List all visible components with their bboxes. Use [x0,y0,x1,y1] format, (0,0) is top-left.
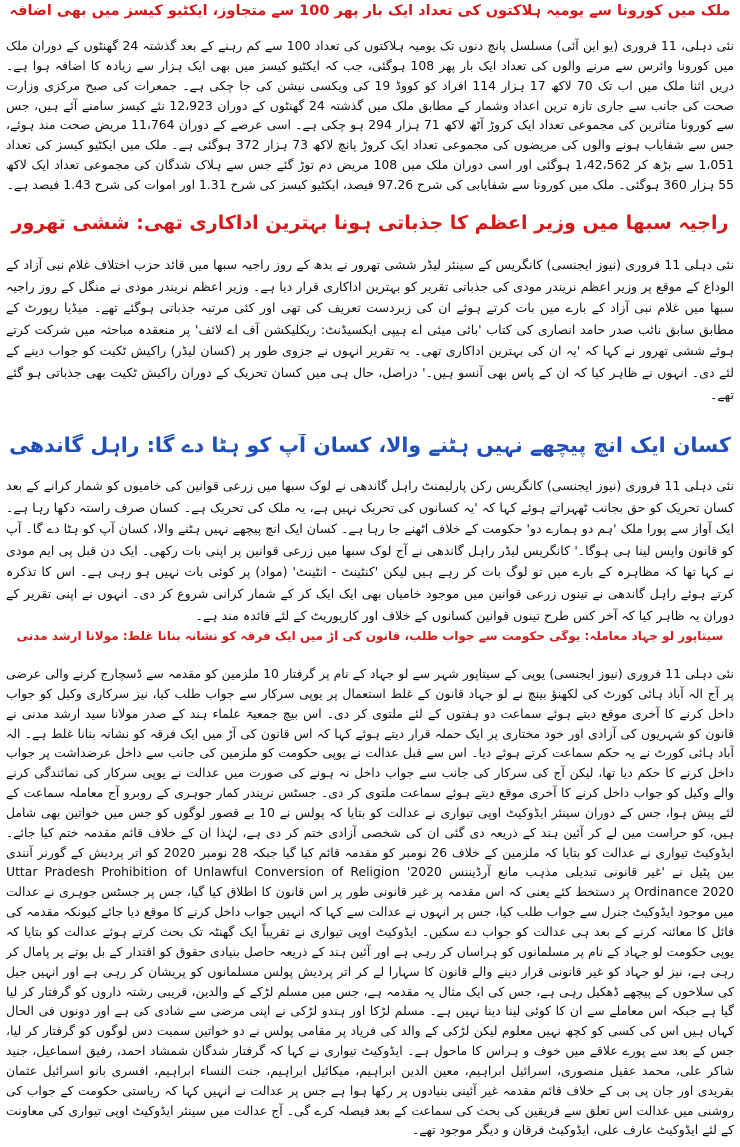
headline-rahul-gandhi: کسان ایک انچ پیچھے نہیں ہٹنے والا، کسان آپ کو ہٹا دے گا: راہل گاندھی [9,434,731,457]
headline-covid-deaths: ملک میں کورونا سے یومیہ ہلاکتوں کی تعداد ایک بار پھر 100 سے متجاوز، ایکٹیو کیسز میں بھی اضافہ [9,3,731,19]
headline-sitapur-love-jihad: سیتاپور لو جہاد معاملہ: یوگی حکومت سے جواب طلب، قانون کی آڑ میں ایک فرقہ کو نشانہ بنانا غلط: مولانا ارشد مدنی [16,630,724,643]
article-rahul-gandhi-body [6,475,734,625]
article-sitapur-love-jihad-body [6,664,734,1144]
headline-tharoor: راجیہ سبھا میں وزیر اعظم کا جذباتی ہونا بہترین اداکاری تھی: ششی تھرور [11,213,729,234]
article-paragraph: نئی دہلی 11 فروری (نیوز ایجنسی) کانگریس رکن پارلیمنٹ راہل گاندھی نے لوک سبھا میں زرعی قوانین کی خامیوں کو شمار کرانے کے بعد کسان تحریک کو حق بجانب ٹھہراتے ہوئے کہا کہ 'یہ کسانوں کی تحریک نہیں ہے، یہ ملک کی تحریک ہے۔ کسان صرف راستہ دکھا رہا ہے۔ ایک آواز سے پورا ملک 'ہم دو ہمارے دو' حکومت کے خلاف اٹھنے جا رہا ہے۔ کسان ایک انچ پیچھے نہیں ہٹنے والا، کسان آپ کو ہٹا دے گا۔ آپ کو قانون واپس لینا ہی ہوگا۔' کانگریس لیڈر راہل گاندھی نے آج لوک سبھا میں زرعی قوانین پر اپنی بات رکھی۔ ایک دن قبل پی ایم مودی نے کہا تھا کہ مظاہرہ کے بارے میں تو لوگ بات کر رہے ہیں لیکن 'کنٹینٹ - انٹینٹ' (مواد) پر کوئی بات نہیں ہو رہی ہے۔ اس کا تذکرہ کرتے ہوئے راہل گاندھی نے تینوں زرعی قوانین میں موجود خامیاں بھی ایک ایک کر کے شمار کرانی شروع کر دی۔ انہوں نے اپنی تقریر کے دوران یہ ظاہر کیا کہ آخر کس طرح تینوں قوانین کسانوں کے خلاف اور کارپوریٹ کے لئے فائدہ مند ہے۔ [6,478,734,623]
article-covid-deaths-body [6,36,734,206]
article-paragraph: نئی دہلی 11 فروری (نیوز ایجنسی) کانگریس کے سینئر لیڈر ششی تھرور نے بدھ کے روز راجیہ سبھا میں قائد حزب اختلاف غلام نبی آزاد کے الوداع کے موقع پر وزیر اعظم نریندر مودی کی جذباتی تقریر کو بہترین اداکاری قرار دیا ہے۔ وزیر اعظم نریندر مودی نے منگل کے روز راجیہ سبھا میں غلام نبی آزاد کے بارے میں بات کرتے ہوئے ان کی زبردست تعریف کی تھی اور کئی مرتبہ جذباتی ہوگئے تھے۔ میڈیا رپورٹ کے مطابق سابق نائب صدر حامد انصاری کی کتاب 'بائی میئی اے ہیپی ایکسیڈنٹ: ریکلیکشن آف اے لائف' پر منعقدہ مباحثہ میں شرکت کرتے ہوئے ششی تھرور نے کہا کہ 'یہ ان کی بہترین اداکاری تھی۔ یہ تقریر انہوں نے جزوی طور پر (کسان لیڈر) راکیش ٹکیت کو جواب دینے کے لئے دی۔ انہوں نے ظاہر کیا کہ ان کے پاس بھی آنسو ہیں۔' دراصل، حال ہی میں کسان تحریک کے دوران راکیش ٹکیت بھی جذباتی ہو گئے تھے۔ [6,257,734,402]
article-paragraph: نئی دہلی، 11 فروری (یو این آئی) مسلسل پانچ دنوں تک یومیہ ہلاکتوں کی تعداد 100 سے کم رہنے کے بعد گذشتہ 24 گھنٹوں کے دوران ملک میں کورونا وائرس سے مرنے والوں کی تعداد ایک بار پھر 108 ہوگئی، جب کہ ایکٹیو کیسز میں بھی ایک ہزار سے زیادہ کا اضافہ ہوا ہے۔ دریں اثنا ملک میں اب تک 70 لاکھ 17 ہزار 114 افراد کو کووڈ 19 کی ویکسی نیشن کی جا چکی ہے۔ جمعرات کی صبح مرکزی وزارت صحت کی جانب سے جاری تازہ ترین اعداد وشمار کے مطابق ملک میں گذشتہ 24 گھنٹوں کے دوران 12،923 نئے کیسز سامنے آئے ہیں، جس سے کورونا متاثرین کی مجموعی تعداد ایک کروڑ آٹھ لاکھ 71 ہزار 294 ہو چکی ہے۔ اسی عرصے کے دوران 11،764 مریض صحت مند ہوئے، جس سے شفایاب ہونے والوں کی مریضوں کی مجموعی تعداد ایک کروڑ پانچ لاکھ 73 ہزار 372 ہوگئی ہے۔ ملک میں ایکٹیو کیسز کی تعداد 1،051 سے بڑھ کر 1،42،562 ہوگئی اور اسی دوران ملک میں 108 مریض دم توڑ گئے جس سے ہلاک شدگان کی مجموعی تعداد ایک لاکھ 55 ہزار 360 ہوگئی۔ ملک میں کورونا سے شفایابی کی شرح 97.26 فیصد، ایکٹیو کیسز کی شرح 1.31 اور اموات کی شرح 1.43 فیصد ہے۔ [6,38,734,192]
article-tharoor-body [6,254,734,426]
article-paragraph: نئی دہلی 11 فروری (نیوز ایجنسی) یوپی کے سیتاپور شہر سے لو جہاد کے نام پر گرفتار 10 ملزمین کو مقدمہ سے ڈسچارج کرنے والی عرضی پر آج الہ آباد ہائی کورٹ کی لکھنؤ بینچ نے لو جہاد قانون کے غلط استعمال پر یوپی سرکار سے جواب طلب کیا، نیز سرکاری وکیل کو جواب داخل کرنے کا آخری موقع دیتے ہوئے سماعت دو ہفتوں کے لئے ملتوی کر دی۔ اس بیچ جمعیۃ علماء ہند کے صدر مولانا سید ارشد مدنی نے قانون کو شہریوں کی آزادی اور خود مختاری پر ایک حملہ قرار دیتے ہوئے کہا کہ اس قانون کی آڑ میں ایک فرقہ کو نشانہ بنانا غلط ہے۔ الہ آباد ہائی کورٹ نے یہ حکم سماعت کرتے ہوئے دیا۔ اس سے قبل عدالت نے یوپی حکومت کو ملزمین کی جانب سے داخل عرضداشت پر جواب داخل کرنے کا حکم دیا تھا، لیکن آج کی سرکار کی جانب سے جواب داخل نہ ہونے کی صورت میں عدالت نے یوپی سرکار کی نمائندگی کرنے والے وکیل کو جواب داخل کرنے کا آخری موقع دیتے ہوئے سماعت ملتوی کر دی۔ جسٹس نریندر کمار جوہری کے روبرو آج معاملہ سماعت کے لئے پیش ہوا، جس کے دوران سینئر ایڈوکیٹ اوپی تیواری نے عدالت کو بتایا کہ پولس نے 10 بے قصور لوگوں کو جس میں خواتین بھی شامل ہیں، کو حراست میں لے کر آئین ہند کے ذریعہ دی گئی ان کی شخصی آزادی ختم کر دی ہے، لہٰذا ان کے خلاف قائم مقدمہ ختم کیا جائے۔ ایڈوکیٹ تیواری نے عدالت کو بتایا کہ ملزمین کے خلاف 26 نومبر کو مقدمہ قائم کیا گیا جبکہ 28 نومبر 2020 کو اتر پردیش کے گورنر آنندی بین پٹیل نے 'غیر قانونی تبدیلی مذہب مانع آرڈیننس 2020' Uttar Pradesh Prohibition of Unlawful Conversion of Religion Ordinance 2020 پر دستخط کئے یعنی کہ اس مقدمہ پر غیر قانونی طور پر اس قانون کا اطلاق کیا گیا، جس پر جسٹس جوہری نے عدالت میں موجود ایڈوکیٹ جنرل سے جواب طلب کیا، جس پر انہوں نے عدالت سے کہا کہ انہیں جواب داخل کرنے کا موقع دیا جائے کیونکہ مقدمہ کی فائل کا معائنہ کرنے کے بعد ہی عدالت کو جواب دے سکیں۔ ایڈوکیٹ اوپی تیواری نے تقریباً ایک گھنٹہ تک بحث کرتے ہوئے عدالت کو بتایا کہ یوپی حکومت لو جہاد کے نام پر مسلمانوں کو ہراساں کر رہی ہے اور آئین ہند کے ذریعہ حاصل بنیادی حقوق کو اقتدار کے بل بوتے پر پامال کر رہی ہے، نیز لو جہاد کو غیر قانونی قرار دینے والے قانون کا سہارا لے کر اتر پردیش پولس مسلمانوں کو پریشان کر رہی ہے اور انہیں جیل کی سلاخوں کے پیچھے ڈھکیل رہی ہے، جس کی ایک مثال یہ مقدمہ ہے، جس میں مسلم لڑکے کے والدین، قریبی رشتہ داروں کو گرفتار کر لیا گیا ہے جبکہ اس معاملے سے ان کا کوئی لینا دینا نہیں ہے۔ مسلم لڑکا اور ہندو لڑکی نے اپنی مرضی سے شادی کی ہے اور دونوں فی الحال کہاں ہیں اس کی کسی کو کچھ نہیں معلوم لیکن لڑکی کے والد کی فریاد پر مقامی پولس نے دو خواتین سمیت دس لوگوں کو گرفتار کر لیا، جس کے بعد سے پورے علاقے میں خوف و ہراس کا ماحول ہے۔ ایڈوکیٹ تیواری نے کہا کہ گرفتار شدگان شمشاد احمد، رفیق اسماعیل، جنید شاکر علی، محمد عقیل منصوری، اسرائیل ابراہیم، معین الدین ابراہیم، میکائیل ابراہیم، جنت النساء ابراہیم، افسری بانو اسرائیل عثمان بقریدی اور جان پی بی کے خلاف قائم مقدمہ غیر آئینی بنیادوں پر رکھا ہوا ہے جس پر عدالت نے انہیں کہا کہ ریاستی حکومت کے جواب کی روشنی میں عدالت اس تعلق سے فریقین کی بحث کی سماعت کے بعد فیصلہ کرے گی۔ آج عدالت میں سینئر ایڈوکیٹ اوپی تیواری کی معاونت کے لئے ایڈوکیٹ عارف علی، ایڈوکیٹ فرقان و دیگر موجود تھے۔ [6,666,734,1138]
